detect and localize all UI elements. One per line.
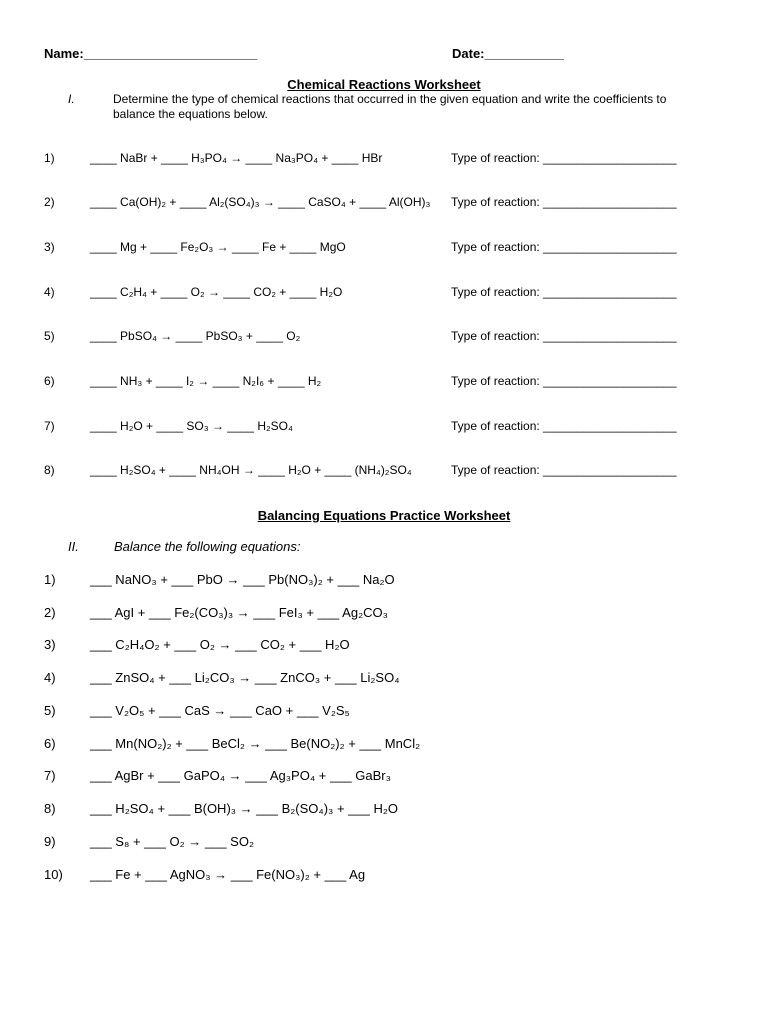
reaction-equation: ____ Mg + ____ Fe₂O₃ → ____ Fe + ____ MgO bbox=[90, 240, 346, 254]
balance-equation: ___ V₂O₅ + ___ CaS → ___ CaO + ___ V₂S₅ bbox=[90, 703, 350, 718]
type-of-reaction-blank: Type of reaction: ____________________ bbox=[451, 463, 677, 477]
section2-instructions: Balance the following equations: bbox=[114, 539, 301, 554]
item-number: 9) bbox=[44, 834, 56, 849]
balance-equation: ___ C₂H₄O₂ + ___ O₂ → ___ CO₂ + ___ H₂O bbox=[90, 637, 350, 652]
item-number: 5) bbox=[44, 329, 55, 343]
type-of-reaction-blank: Type of reaction: ____________________ bbox=[451, 151, 677, 165]
balance-equation: ___ S₈ + ___ O₂ → ___ SO₂ bbox=[90, 834, 254, 849]
balance-equation: ___ AgI + ___ Fe₂(CO₃)₃ → ___ FeI₃ + ___ Ag₂CO₃ bbox=[90, 605, 388, 620]
item-number: 6) bbox=[44, 374, 55, 388]
reaction-equation: ____ PbSO₄ → ____ PbSO₃ + ____ O₂ bbox=[90, 329, 301, 343]
section1-numeral: I. bbox=[68, 92, 75, 106]
section1-title: Chemical Reactions Worksheet bbox=[287, 77, 481, 92]
balance-equation: ___ NaNO₃ + ___ PbO → ___ Pb(NO₃)₂ + ___ Na₂O bbox=[90, 572, 395, 587]
section2-numeral: II. bbox=[68, 539, 79, 554]
section1-instructions: Determine the type of chemical reactions that occurred in the given equation and write the coefficients to balance the equations below. bbox=[113, 92, 667, 121]
item-number: 1) bbox=[44, 151, 55, 165]
reaction-equation: ____ NaBr + ____ H₃PO₄ → ____ Na₃PO₄ + ____ HBr bbox=[90, 151, 383, 165]
section2-title: Balancing Equations Practice Worksheet bbox=[257, 508, 511, 523]
reaction-equation: ____ NH₃ + ____ I₂ → ____ N₂I₆ + ____ H₂ bbox=[90, 374, 322, 388]
balance-equation: ___ Fe + ___ AgNO₃ → ___ Fe(NO₃)₂ + ___ Ag bbox=[90, 867, 366, 882]
item-number: 10) bbox=[44, 867, 63, 882]
item-number: 6) bbox=[44, 736, 56, 751]
name-field-label: Name:________________________ bbox=[44, 46, 258, 61]
item-number: 4) bbox=[44, 285, 55, 299]
item-number: 3) bbox=[44, 240, 55, 254]
reaction-equation: ____ Ca(OH)₂ + ____ Al₂(SO₄)₃ → ____ CaSO₄ + ____ Al(OH)₃ bbox=[90, 195, 431, 209]
item-number: 5) bbox=[44, 703, 56, 718]
balance-equation: ___ H₂SO₄ + ___ B(OH)₃ → ___ B₂(SO₄)₃ + ___ H₂O bbox=[90, 801, 399, 816]
reaction-equation: ____ C₂H₄ + ____ O₂ → ____ CO₂ + ____ H₂O bbox=[90, 285, 343, 299]
type-of-reaction-blank: Type of reaction: ____________________ bbox=[451, 285, 677, 299]
balance-equation: ___ ZnSO₄ + ___ Li₂CO₃ → ___ ZnCO₃ + ___ Li₂SO₄ bbox=[90, 670, 400, 685]
type-of-reaction-blank: Type of reaction: ____________________ bbox=[451, 374, 677, 388]
type-of-reaction-blank: Type of reaction: ____________________ bbox=[451, 240, 677, 254]
type-of-reaction-blank: Type of reaction: ____________________ bbox=[451, 419, 677, 433]
item-number: 3) bbox=[44, 637, 56, 652]
date-field-label: Date:___________ bbox=[452, 46, 565, 61]
type-of-reaction-blank: Type of reaction: ____________________ bbox=[451, 329, 677, 343]
balance-equation: ___ AgBr + ___ GaPO₄ → ___ Ag₃PO₄ + ___ GaBr₃ bbox=[90, 768, 391, 783]
item-number: 8) bbox=[44, 801, 56, 816]
item-number: 8) bbox=[44, 463, 55, 477]
reaction-equation: ____ H₂SO₄ + ____ NH₄OH → ____ H₂O + ____ (NH₄)₂SO₄ bbox=[90, 463, 412, 477]
item-number: 4) bbox=[44, 670, 56, 685]
item-number: 2) bbox=[44, 605, 56, 620]
reaction-equation: ____ H₂O + ____ SO₃ → ____ H₂SO₄ bbox=[90, 419, 293, 433]
item-number: 7) bbox=[44, 768, 56, 783]
item-number: 1) bbox=[44, 572, 56, 587]
balance-equation: ___ Mn(NO₂)₂ + ___ BeCl₂ → ___ Be(NO₂)₂ + ___ MnCl₂ bbox=[90, 736, 421, 751]
type-of-reaction-blank: Type of reaction: ____________________ bbox=[451, 195, 677, 209]
item-number: 7) bbox=[44, 419, 55, 433]
item-number: 2) bbox=[44, 195, 55, 209]
